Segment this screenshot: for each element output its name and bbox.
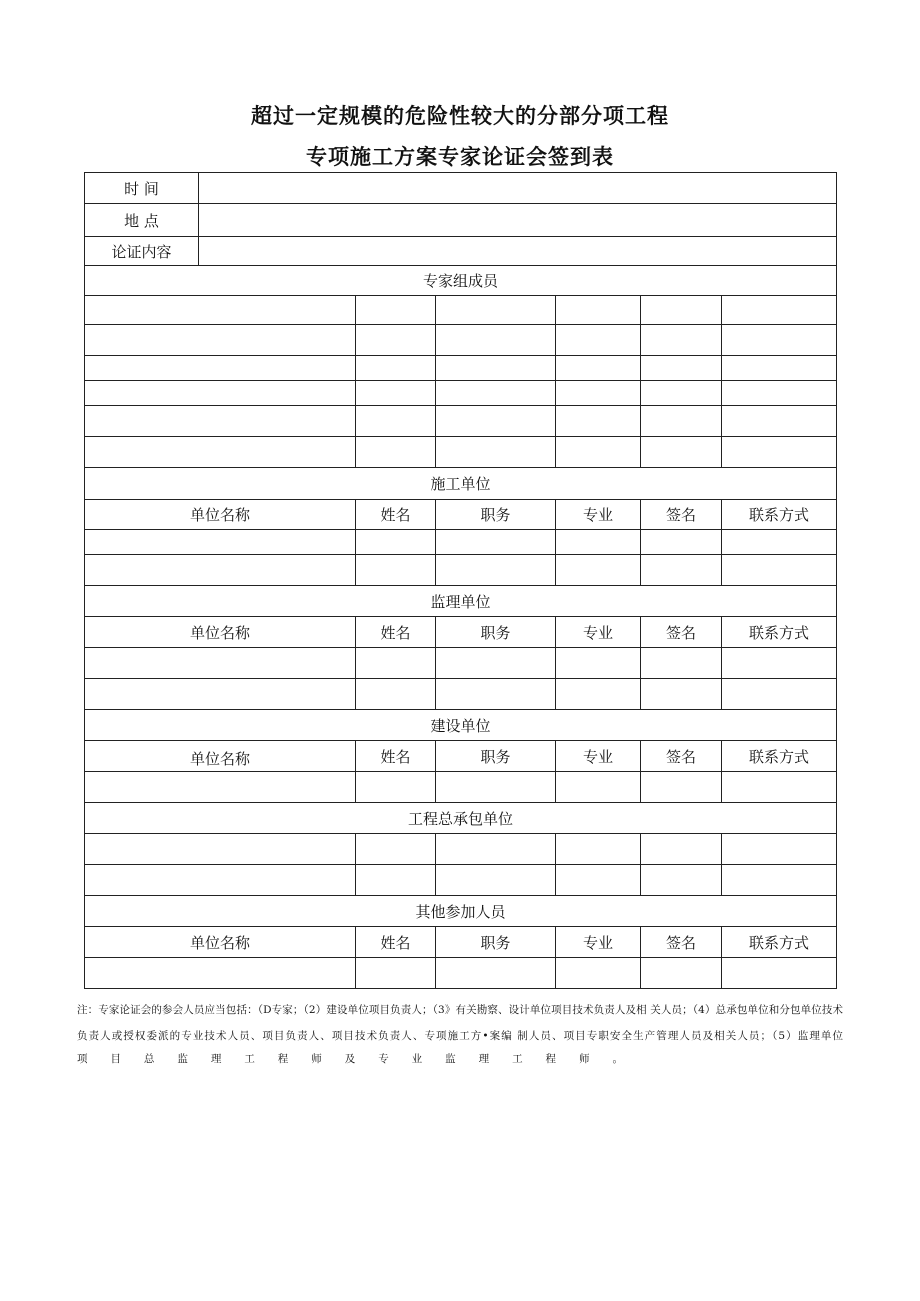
cell-specialty[interactable]: [556, 958, 641, 989]
cell-name[interactable]: [356, 530, 436, 555]
cell-position[interactable]: [436, 381, 556, 406]
cell-signature[interactable]: [641, 325, 722, 356]
cell-contact[interactable]: [722, 437, 837, 468]
table-row: [85, 356, 837, 381]
section-construction: 施工单位: [85, 468, 837, 500]
cell-signature[interactable]: [641, 772, 722, 803]
cell-position[interactable]: [436, 437, 556, 468]
cell-position[interactable]: [436, 958, 556, 989]
table-row: [85, 530, 837, 555]
cell-name[interactable]: [356, 834, 436, 865]
cell-position[interactable]: [436, 648, 556, 679]
cell-position[interactable]: [436, 834, 556, 865]
cell-name[interactable]: [356, 406, 436, 437]
cell-unit[interactable]: [85, 555, 356, 586]
cell-unit[interactable]: [85, 296, 356, 325]
cell-signature[interactable]: [641, 437, 722, 468]
cell-signature[interactable]: [641, 958, 722, 989]
cell-unit[interactable]: [85, 679, 356, 710]
column-header-row: [85, 741, 837, 772]
table-row: [85, 834, 837, 865]
cell-unit[interactable]: [85, 437, 356, 468]
col-position: 职务: [436, 500, 556, 530]
table-row: [85, 648, 837, 679]
cell-unit[interactable]: [85, 648, 356, 679]
col-specialty: 专业: [556, 617, 641, 648]
cell-contact[interactable]: [722, 530, 837, 555]
cell-contact[interactable]: [722, 958, 837, 989]
column-header-row: [85, 617, 837, 648]
cell-specialty[interactable]: [556, 772, 641, 803]
document-title-line1: 超过一定规模的危险性较大的分部分项工程: [251, 104, 669, 128]
section-owner: 建设单位: [85, 710, 837, 741]
time-label: 时 间: [85, 173, 199, 204]
col-unit-name: 单位名称: [85, 500, 356, 530]
cell-name[interactable]: [356, 958, 436, 989]
cell-signature[interactable]: [641, 381, 722, 406]
table-row: [85, 381, 837, 406]
col-unit-name: 单位名称: [85, 617, 356, 648]
cell-contact[interactable]: [722, 648, 837, 679]
cell-name[interactable]: [356, 296, 436, 325]
sign-in-table: [84, 172, 837, 989]
cell-signature[interactable]: [641, 356, 722, 381]
cell-unit[interactable]: [85, 406, 356, 437]
document-title-line2: 专项施工方案专家论证会签到表: [306, 145, 614, 169]
cell-contact[interactable]: [722, 555, 837, 586]
col-contact: 联系方式: [722, 741, 837, 772]
content-field[interactable]: [199, 237, 837, 266]
col-signature: 签名: [641, 617, 722, 648]
section-experts: 专家组成员: [85, 266, 837, 296]
cell-name[interactable]: [356, 865, 436, 896]
col-unit-name: 单位名称: [85, 927, 356, 958]
cell-unit[interactable]: [85, 381, 356, 406]
cell-contact[interactable]: [722, 679, 837, 710]
cell-specialty[interactable]: [556, 381, 641, 406]
cell-signature[interactable]: [641, 555, 722, 586]
cell-specialty[interactable]: [556, 530, 641, 555]
cell-specialty[interactable]: [556, 296, 641, 325]
col-position: 职务: [436, 617, 556, 648]
col-specialty: 专业: [556, 741, 641, 772]
cell-unit[interactable]: [85, 865, 356, 896]
cell-signature[interactable]: [641, 648, 722, 679]
cell-specialty[interactable]: [556, 437, 641, 468]
cell-unit[interactable]: [85, 325, 356, 356]
cell-position[interactable]: [436, 325, 556, 356]
cell-unit[interactable]: [85, 772, 356, 803]
column-header-row: [85, 500, 837, 530]
col-unit-name: 单位名称: [85, 741, 356, 772]
section-supervision: 监理单位: [85, 586, 837, 617]
cell-specialty[interactable]: [556, 406, 641, 437]
cell-specialty[interactable]: [556, 356, 641, 381]
cell-contact[interactable]: [722, 381, 837, 406]
col-signature: 签名: [641, 927, 722, 958]
col-contact: 联系方式: [722, 617, 837, 648]
cell-position[interactable]: [436, 356, 556, 381]
cell-unit[interactable]: [85, 356, 356, 381]
col-name: 姓名: [356, 927, 436, 958]
cell-unit[interactable]: [85, 834, 356, 865]
cell-signature[interactable]: [641, 834, 722, 865]
cell-specialty[interactable]: [556, 555, 641, 586]
cell-specialty[interactable]: [556, 648, 641, 679]
cell-specialty[interactable]: [556, 325, 641, 356]
cell-contact[interactable]: [722, 296, 837, 325]
table-row: [85, 958, 837, 989]
cell-name[interactable]: [356, 325, 436, 356]
footnote: 注：专家论证会的参会人员应当包括：（D专家；（2）建设单位项目负责人；（3》有关勘察、设计单位项目技术负责人及相 关人员；（4）总承包单位和分包单位技术负责人或授权委派的专业技术人员、项目负责人、项目技术负责人、专项施工方•案编 制人员、项目专职安全生产管理人员及相关人员；（5）监理单位: [77, 1004, 843, 1042]
content-label: 论证内容: [85, 237, 199, 266]
time-field[interactable]: [199, 173, 837, 204]
cell-position[interactable]: [436, 865, 556, 896]
col-name: 姓名: [356, 500, 436, 530]
section-general-contractor: 工程总承包单位: [85, 803, 837, 834]
cell-name[interactable]: [356, 772, 436, 803]
cell-contact[interactable]: [722, 772, 837, 803]
col-signature: 签名: [641, 741, 722, 772]
col-position: 职务: [436, 741, 556, 772]
col-specialty: 专业: [556, 927, 641, 958]
table-row: [85, 555, 837, 586]
table-row: [85, 296, 837, 325]
cell-signature[interactable]: [641, 679, 722, 710]
cell-name[interactable]: [356, 648, 436, 679]
footnote-last-line: 项目总监理工程师及专业监理工程师。: [77, 1053, 623, 1065]
cell-contact[interactable]: [722, 865, 837, 896]
table-row: [85, 679, 837, 710]
cell-unit[interactable]: [85, 958, 356, 989]
table-row: [85, 865, 837, 896]
section-others: 其他参加人员: [85, 896, 837, 927]
cell-contact[interactable]: [722, 406, 837, 437]
table-row: [85, 772, 837, 803]
col-name: 姓名: [356, 617, 436, 648]
place-label: 地 点: [85, 204, 199, 237]
cell-specialty[interactable]: [556, 679, 641, 710]
cell-contact[interactable]: [722, 834, 837, 865]
cell-position[interactable]: [436, 530, 556, 555]
cell-name[interactable]: [356, 356, 436, 381]
col-specialty: 专业: [556, 500, 641, 530]
cell-specialty[interactable]: [556, 865, 641, 896]
table-row: [85, 437, 837, 468]
table-row: [85, 406, 837, 437]
cell-signature[interactable]: [641, 530, 722, 555]
col-signature: 签名: [641, 500, 722, 530]
cell-specialty[interactable]: [556, 834, 641, 865]
cell-contact[interactable]: [722, 356, 837, 381]
cell-name[interactable]: [356, 437, 436, 468]
cell-position[interactable]: [436, 296, 556, 325]
cell-signature[interactable]: [641, 406, 722, 437]
cell-name[interactable]: [356, 381, 436, 406]
cell-position[interactable]: [436, 555, 556, 586]
column-header-row: [85, 927, 837, 958]
cell-name[interactable]: [356, 555, 436, 586]
col-name: 姓名: [356, 741, 436, 772]
cell-signature[interactable]: [641, 865, 722, 896]
place-field[interactable]: [199, 204, 837, 237]
col-contact: 联系方式: [722, 500, 837, 530]
cell-position[interactable]: [436, 679, 556, 710]
table-row: [85, 325, 837, 356]
col-position: 职务: [436, 927, 556, 958]
cell-contact[interactable]: [722, 325, 837, 356]
col-contact: 联系方式: [722, 927, 837, 958]
cell-unit[interactable]: [85, 530, 356, 555]
cell-signature[interactable]: [641, 296, 722, 325]
cell-position[interactable]: [436, 772, 556, 803]
cell-position[interactable]: [436, 406, 556, 437]
cell-name[interactable]: [356, 679, 436, 710]
